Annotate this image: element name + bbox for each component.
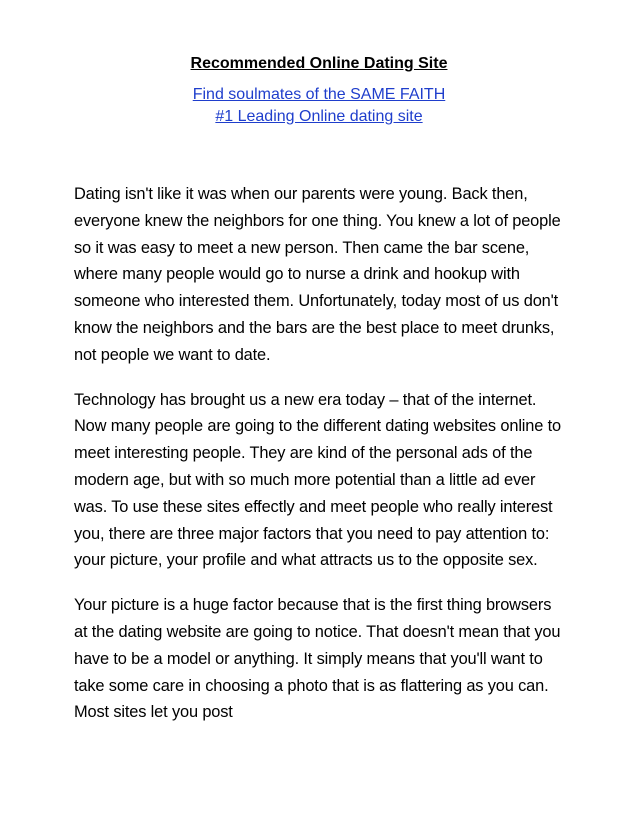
paragraph: Your picture is a huge factor because that is the first thing browsers at the dating website are going to notice. That doesn't mean that you have to be a model or anything. It simply means that you'll want to take some care in choosing a photo that is as flattering as you can. Most sites let you post [74,596,561,722]
document-body [74,181,566,744]
paragraph: Technology has brought us a new era today – that of the internet. Now many people are going to the different dating websites online to meet interesting people. They are kind of the personal ads of the modern age, but with so much more potential than a little ad ever was. To use these sites effectly and meet people who really interest you, there are three major factors that you need to pay attention to: your picture, your profile and what attracts us to the opposite sex. [74,390,562,570]
paragraph: Dating isn't like it was when our parents were young. Back then, everyone knew the neighbors for one thing. You knew a lot of people so it was easy to meet a new person. Then came the bar scene, where many people would go to nurse a drink and hookup with someone who interested them. Unfortunately, today most of us don't know the neighbors and the bars are the best place to meet drunks, not people we want to date. [74,185,561,364]
faith-link[interactable]: Find soulmates of the SAME FAITH [192,86,446,103]
document-title: Recommended Online Dating Site [190,55,448,72]
document-header [0,54,638,128]
leading-site-link[interactable]: #1 Leading Online dating site [215,108,423,125]
